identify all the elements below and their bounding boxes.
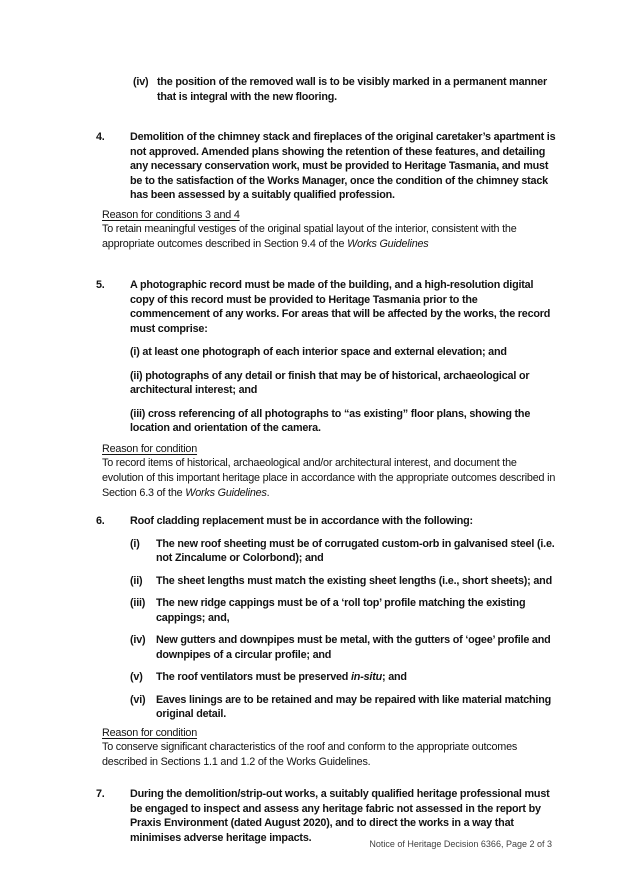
reason-text-condition-6: To conserve significant characteristics of the roof and conform to the appropriate outcomes described in Sections 1.1 and 1.2 of the Works Guidelines. xyxy=(102,741,518,768)
condition-number: 5. xyxy=(96,279,105,291)
condition-text: Roof cladding replacement must be in accordance with the following: xyxy=(130,515,473,527)
subclause-marker: (v) xyxy=(130,671,143,683)
condition-text: A photographic record must be made of the building, and a high-resolution digital copy of this record must be provided to Heritage Tasmania prior to the commencement of any works. For areas that will be affected by the works, the record must comprise: xyxy=(130,279,551,335)
subclause-text: The new roof sheeting must be of corrugated custom-orb in galvanised steel (i.e. not Zincalume or Colorbond); and xyxy=(156,537,555,564)
subclause-text-run: The roof ventilators must be preserved xyxy=(156,671,351,683)
condition-7 xyxy=(96,787,558,845)
subclause-marker: (vi) xyxy=(130,693,146,706)
subclause-text: The new ridge cappings must be of a ‘roll top’ profile matching the existing cappings; and, xyxy=(156,597,526,624)
reason-heading-condition-6: Reason for condition xyxy=(102,726,198,739)
reason-text-condition-5 xyxy=(102,456,558,501)
condition-6-subclause-v xyxy=(130,670,558,685)
condition-5 xyxy=(96,278,558,336)
subclause-marker: (i) xyxy=(130,537,140,550)
works-guidelines-italic: Works Guidelines xyxy=(347,238,429,250)
condition-6-subclause-ii xyxy=(130,574,558,589)
subclause-marker: (iv) xyxy=(133,76,149,88)
page-footer: Notice of Heritage Decision 6366, Page 2 of 3 xyxy=(369,839,552,849)
condition-text: Demolition of the chimney stack and fireplaces of the original caretaker’s apartment is not approved. Amended plans showing the retention of these features, and detailing any necessary conservation work, must be provided to Heritage Tasmania, and must be to the satisfaction of the Works Manager, once the condition of the chimney stack has been assessed by a suitably qualified profession. xyxy=(130,131,556,201)
condition-number: 4. xyxy=(96,131,105,143)
subclause-text: New gutters and downpipes must be metal, with the gutters of ‘ogee’ profile and downpipes of a circular profile; and xyxy=(156,634,551,661)
condition-6-subclause-iv xyxy=(130,633,558,662)
subclause-text: The sheet lengths must match the existing sheet lengths (i.e., short sheets); and xyxy=(156,574,552,587)
condition-6-subclause-vi xyxy=(130,693,558,722)
reason-heading-condition-5: Reason for condition xyxy=(102,442,198,455)
in-situ-italic: in-situ xyxy=(351,671,382,683)
subclause-text: the position of the removed wall is to be visibly marked in a permanent manner that is integral with the new flooring. xyxy=(157,76,547,103)
works-guidelines-italic: Works Guidelines xyxy=(185,487,267,499)
continued-subclause-iv xyxy=(133,75,558,104)
condition-5-subclause-i: (i) at least one photograph of each interior space and external elevation; and xyxy=(130,346,507,358)
condition-5-subclause-iii: (iii) cross referencing of all photographs to “as existing” floor plans, showing the location and orientation of the camera. xyxy=(130,407,531,434)
subclause-text xyxy=(156,670,558,685)
condition-5-subclause-ii: (ii) photographs of any detail or finish that may be of historical, archaeological or architectural interest; and xyxy=(130,369,530,396)
condition-6-subclause-iii xyxy=(130,596,558,625)
condition-4 xyxy=(96,130,558,203)
subclause-marker: (ii) xyxy=(130,574,143,587)
subclause-text: Eaves linings are to be retained and may be repaired with like material matching original detail. xyxy=(156,693,552,720)
page-body xyxy=(96,75,558,850)
condition-number: 7. xyxy=(96,788,105,800)
condition-6-subclause-i xyxy=(130,537,558,566)
condition-text: During the demolition/strip-out works, a suitably qualified heritage professional must be engaged to inspect and assess any heritage fabric not assessed in the report by Praxis Environment (dated August 2020), and to direct the works in a way that minimises adverse heritage impacts. xyxy=(130,788,550,844)
reason-text-run: To retain meaningful vestiges of the original spatial layout of the interior, consistent with the appropriate outcomes described in Section 9.4 of the xyxy=(102,223,517,250)
reason-text-run: To record items of historical, archaeological and/or architectural interest, and document the evolution of this important heritage place in accordance with the appropriate outcomes described in Section 6.3 of the xyxy=(102,457,556,499)
reason-heading-conditions-3-4: Reason for conditions 3 and 4 xyxy=(102,208,240,221)
condition-6 xyxy=(96,514,558,529)
condition-number: 6. xyxy=(96,515,105,527)
subclause-text-run: ; and xyxy=(382,671,407,683)
subclause-marker: (iii) xyxy=(130,597,146,609)
subclause-marker: (iv) xyxy=(130,634,146,646)
reason-text-conditions-3-4 xyxy=(102,222,558,252)
reason-text-run: . xyxy=(266,487,270,499)
